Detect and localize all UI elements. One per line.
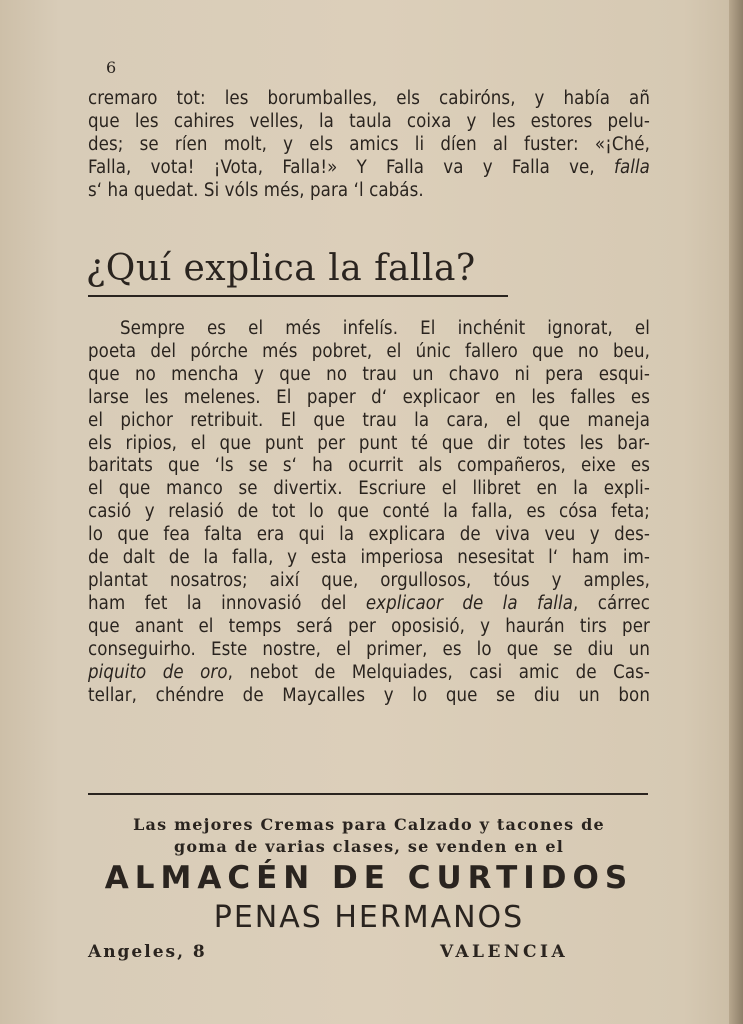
main-paragraph — [88, 318, 650, 707]
main-line: tellar, chéndre de Maycalles y lo que se diu un bon — [88, 684, 650, 706]
main-line: larse les melenes. El paper d‘ explicaor en les falles es — [88, 386, 650, 408]
advertisement-divider — [88, 793, 648, 795]
main-line: casió y relasió de tot lo que conté la falla, es cósa feta; — [88, 501, 650, 523]
main-line: que no mencha y que no trau un chavo ni pera esqui- — [88, 363, 650, 385]
intro-line: que les cahires velles, la taula coixa y les estores pelu- — [88, 110, 650, 132]
main-line: conseguirho. Este nostre, el primer, es lo que se diu un — [88, 638, 650, 660]
main-line: de dalt de la falla, y esta imperiosa nesesitat l‘ ham im- — [88, 547, 650, 569]
main-line: baritats que ‘ls se s‘ ha ocurrit als compañeros, eixe es — [88, 455, 650, 477]
advertisement-company-name: PENAS HERMANOS — [213, 900, 525, 935]
main-line: el que manco se divertix. Escriure el llibret en la expli- — [88, 478, 650, 500]
main-line: ham fet la innovasió del explicaor de la falla, cárrec — [88, 592, 650, 614]
main-line: lo que fea falta era qui la explicara de viva veu y des- — [88, 524, 650, 546]
heading-underline — [88, 295, 508, 297]
section-heading: ¿Quí explica la falla? — [86, 248, 476, 289]
intro-line: s‘ ha quedat. Si vóls més, para ‘l cabás. — [88, 179, 424, 201]
intro-line: cremaro tot: les borumballes, els cabiróns, y había añ — [88, 88, 650, 109]
intro-paragraph — [88, 88, 650, 203]
advertisement-address: Angeles, 8 — [88, 942, 207, 962]
main-line: piquito de oro, nebot de Melquiades, casi amic de Cas- — [88, 661, 651, 683]
main-line: el pichor retribuit. El que trau la cara, el que maneja — [88, 409, 650, 431]
page-edge — [729, 0, 743, 1024]
intro-line: des; se ríen molt, y els amics li díen al fuster: «¡Ché, — [88, 133, 650, 155]
advertisement-city: VALENCIA — [440, 942, 569, 962]
intro-line: Falla, vota! ¡Vota, Falla!» Y Falla va y Falla ve, falla — [88, 156, 650, 178]
advertisement-store-name: ALMACÉN DE CURTIDOS — [104, 860, 634, 896]
main-line: poeta del pórche més pobret, el únic fallero que no beu, — [88, 340, 650, 362]
advertisement-tagline-1: Las mejores Cremas para Calzado y tacones de — [133, 815, 605, 834]
main-line: els ripios, el que punt per punt té que dir totes les bar- — [88, 432, 650, 454]
main-line: Sempre es el més infelís. El inchénit ignorat, el — [120, 318, 650, 339]
main-line: plantat nosatros; així que, orgullosos, tóus y amples, — [88, 569, 650, 591]
main-line: que anant el temps será per oposisió, y haurán tirs per — [88, 615, 650, 637]
page-number: 6 — [106, 58, 117, 77]
advertisement-tagline-2: goma de varias clases, se venden en el — [174, 837, 564, 856]
